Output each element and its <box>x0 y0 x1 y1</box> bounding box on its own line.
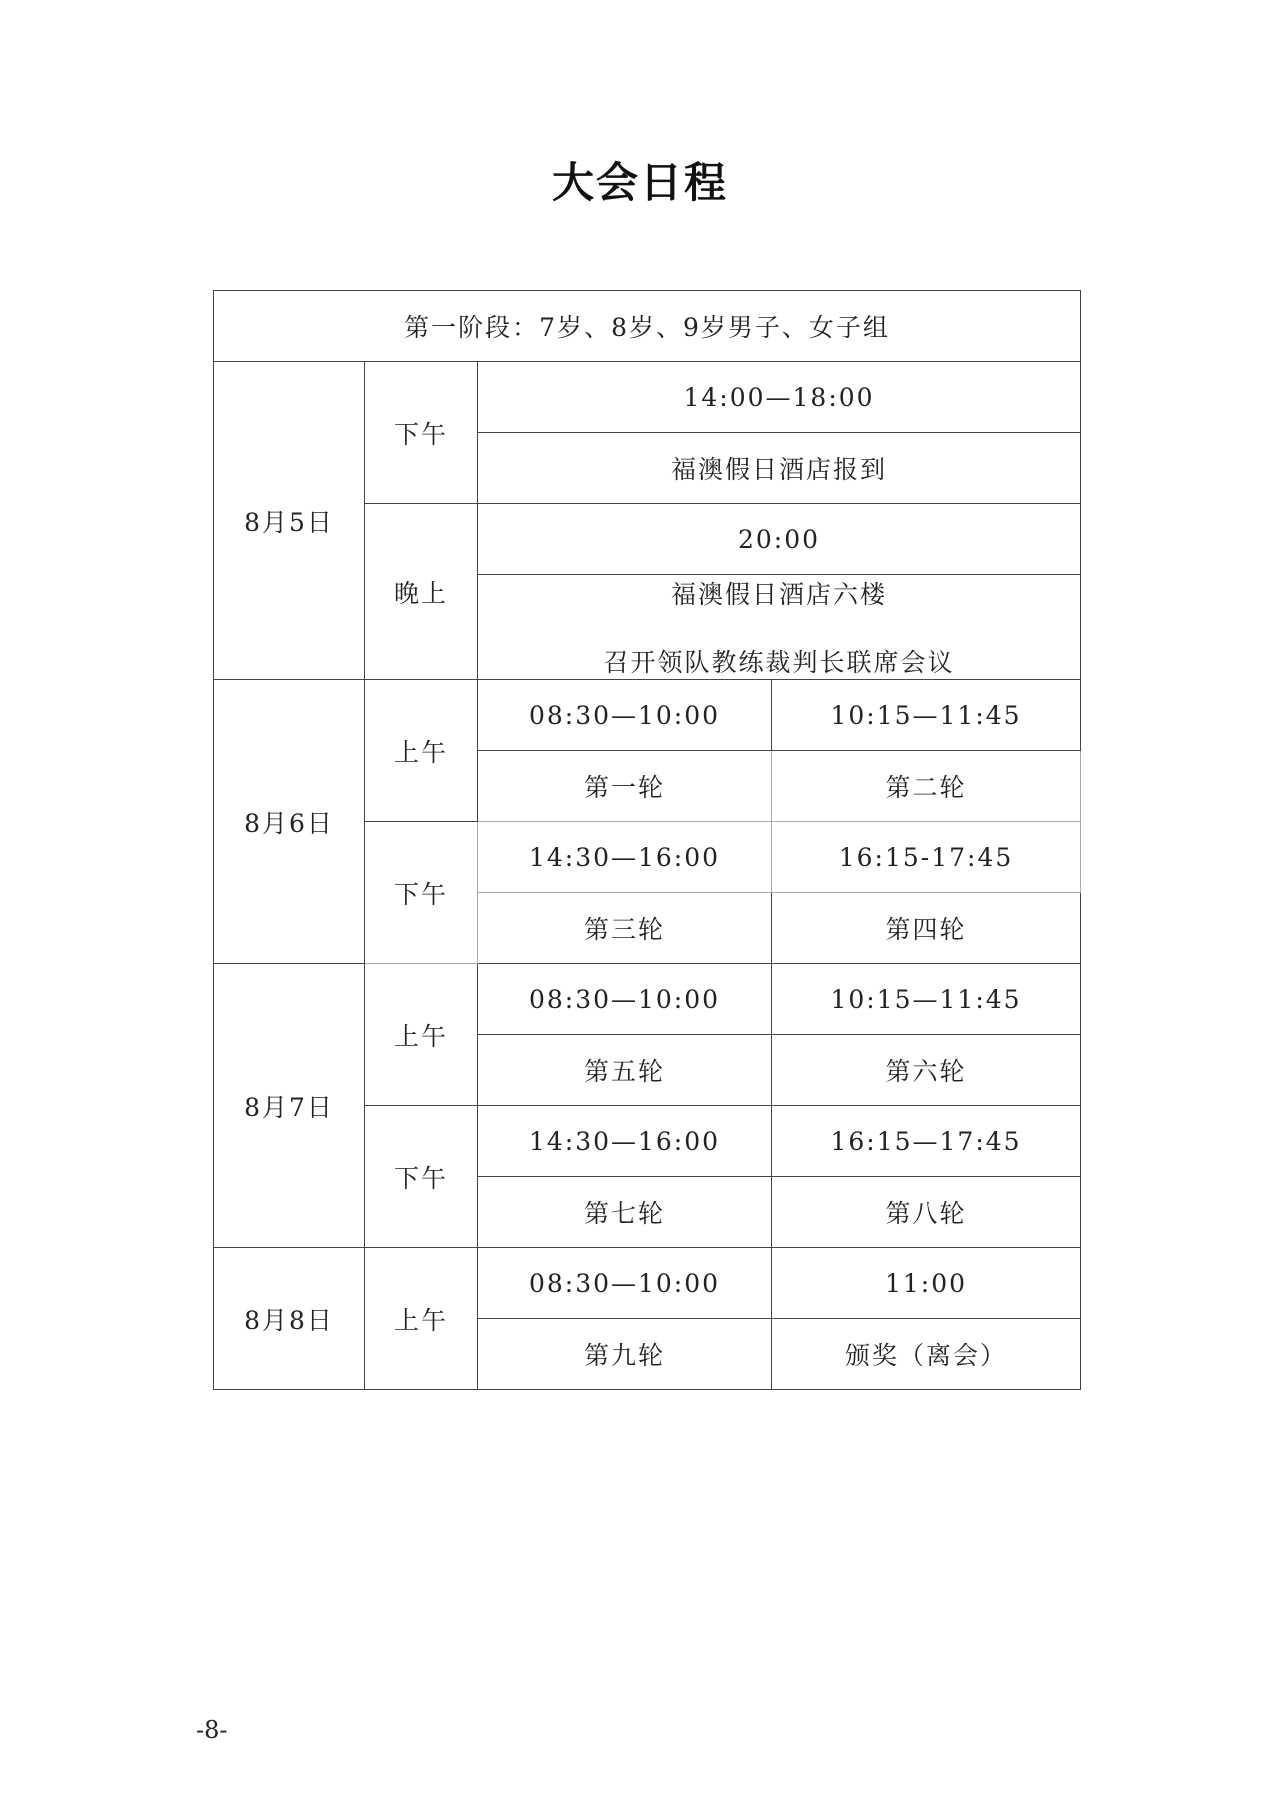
period-cell: 下午 <box>365 822 478 964</box>
event-cell: 福澳假日酒店报到 <box>478 433 1081 504</box>
round-cell: 第五轮 <box>478 1035 772 1106</box>
date-cell: 8月6日 <box>214 680 365 964</box>
date-cell: 8月8日 <box>214 1248 365 1390</box>
date-cell: 8月5日 <box>214 362 365 680</box>
time-cell: 14:00—18:00 <box>478 362 1081 433</box>
table-row <box>214 964 1081 1035</box>
event-line: 召开领队教练裁判长联席会议 <box>603 648 955 677</box>
time-cell: 16:15-17:45 <box>772 822 1081 893</box>
table-row <box>214 291 1081 362</box>
round-cell: 第一轮 <box>478 751 772 822</box>
time-cell: 08:30—10:00 <box>478 964 772 1035</box>
page-title: 大会日程 <box>551 158 728 207</box>
round-cell: 第二轮 <box>772 751 1081 822</box>
table-row <box>214 362 1081 433</box>
time-cell: 14:30—16:00 <box>478 1106 772 1177</box>
event-cell <box>478 575 1081 680</box>
stage-header: 第一阶段：7岁、8岁、9岁男子、女子组 <box>214 291 1081 362</box>
table-row <box>214 680 1081 751</box>
period-cell: 上午 <box>365 680 478 822</box>
date-cell: 8月7日 <box>214 964 365 1248</box>
round-cell: 第八轮 <box>772 1177 1081 1248</box>
schedule-table <box>213 290 1081 1390</box>
table-row <box>214 1248 1081 1319</box>
round-cell: 颁奖（离会） <box>772 1319 1081 1390</box>
event-line: 福澳假日酒店六楼 <box>671 580 888 609</box>
period-cell: 下午 <box>365 362 478 504</box>
round-cell: 第九轮 <box>478 1319 772 1390</box>
time-cell: 14:30—16:00 <box>478 822 772 893</box>
round-cell: 第六轮 <box>772 1035 1081 1106</box>
page-number: -8- <box>196 1716 228 1744</box>
period-cell: 上午 <box>365 1248 478 1390</box>
time-cell: 10:15—11:45 <box>772 680 1081 751</box>
time-cell: 16:15—17:45 <box>772 1106 1081 1177</box>
time-cell: 20:00 <box>478 504 1081 575</box>
time-cell: 08:30—10:00 <box>478 680 772 751</box>
time-cell: 11:00 <box>772 1248 1081 1319</box>
round-cell: 第四轮 <box>772 893 1081 964</box>
period-cell: 上午 <box>365 964 478 1106</box>
time-cell: 08:30—10:00 <box>478 1248 772 1319</box>
period-cell: 下午 <box>365 1106 478 1248</box>
time-cell: 10:15—11:45 <box>772 964 1081 1035</box>
round-cell: 第三轮 <box>478 893 772 964</box>
period-cell: 晚上 <box>365 504 478 680</box>
round-cell: 第七轮 <box>478 1177 772 1248</box>
